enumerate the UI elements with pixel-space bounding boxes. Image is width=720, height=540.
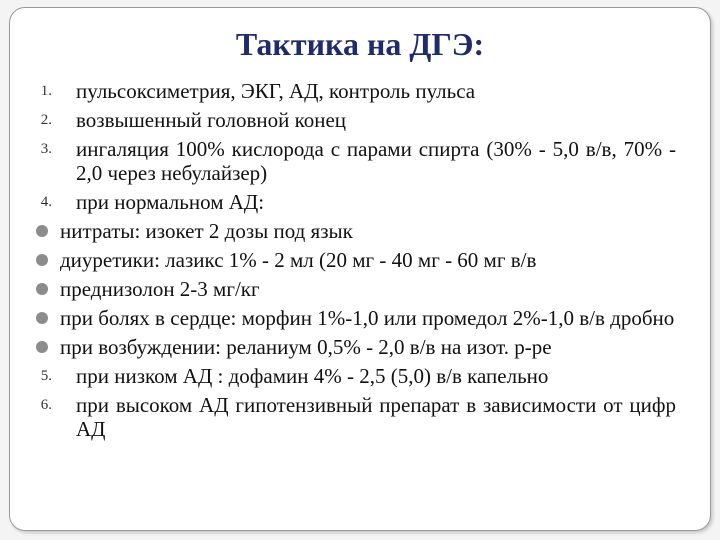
item-text: при высоком АД гипотензивный препарат в зависимости от цифр АД: [76, 393, 676, 441]
item-text: при низком АД : дофамин 4% - 2,5 (5,0) в/в капельно: [76, 364, 549, 388]
item-number: 5.: [40, 368, 52, 384]
item-number: 3.: [40, 141, 52, 157]
item-text: диуретики: лазикс 1% - 2 мл (20 мг - 40 мг - 60 мг в/в: [60, 248, 537, 272]
bullet-dot-icon: [36, 254, 48, 266]
item-text: преднизолон 2-3 мг/кг: [60, 277, 260, 301]
item-text: при болях в сердце: морфин 1%-1,0 или промедол 2%-1,0 в/в дробно: [60, 306, 675, 330]
item-text: при возбуждении: реланиум 0,5% - 2,0 в/в на изот. р-ре: [60, 335, 552, 359]
bullet-icon: [35, 277, 49, 303]
bullet-dot-icon: [36, 283, 48, 295]
bullet-icon: [35, 219, 49, 245]
numbered-item: [10, 393, 710, 441]
bullet-dot-icon: [36, 312, 48, 324]
bullet-item: [10, 306, 710, 330]
bullet-dot-icon: [36, 341, 48, 353]
bullet-dot-icon: [36, 225, 48, 237]
item-number: 6.: [40, 397, 52, 413]
tactics-list: [10, 79, 710, 446]
bullet-icon: [35, 248, 49, 274]
bullet-item: [10, 277, 710, 301]
numbered-item: [10, 190, 710, 214]
bullet-item: [10, 248, 710, 272]
bullet-item: [10, 335, 710, 359]
numbered-item: [10, 364, 710, 388]
numbered-item: [10, 79, 710, 103]
item-number: 4.: [40, 194, 52, 210]
item-number: 1.: [40, 83, 52, 99]
item-text: ингаляция 100% кислорода с парами спирта (30% - 5,0 в/в, 70% - 2,0 через небулайзер): [76, 137, 676, 185]
slide-title: Тактика на ДГЭ:: [235, 26, 485, 62]
item-text: возвышенный головной конец: [76, 108, 347, 132]
item-number: 2.: [40, 112, 52, 128]
item-text: нитраты: изокет 2 дозы под язык: [60, 219, 353, 243]
bullet-icon: [35, 306, 49, 332]
item-text: при нормальном АД:: [76, 190, 265, 214]
slide: [9, 7, 711, 531]
numbered-item: [10, 137, 710, 185]
bullet-icon: [35, 335, 49, 361]
bullet-item: [10, 219, 710, 243]
item-text: пульсоксиметрия, ЭКГ, АД, контроль пульса: [76, 79, 476, 103]
numbered-item: [10, 108, 710, 132]
